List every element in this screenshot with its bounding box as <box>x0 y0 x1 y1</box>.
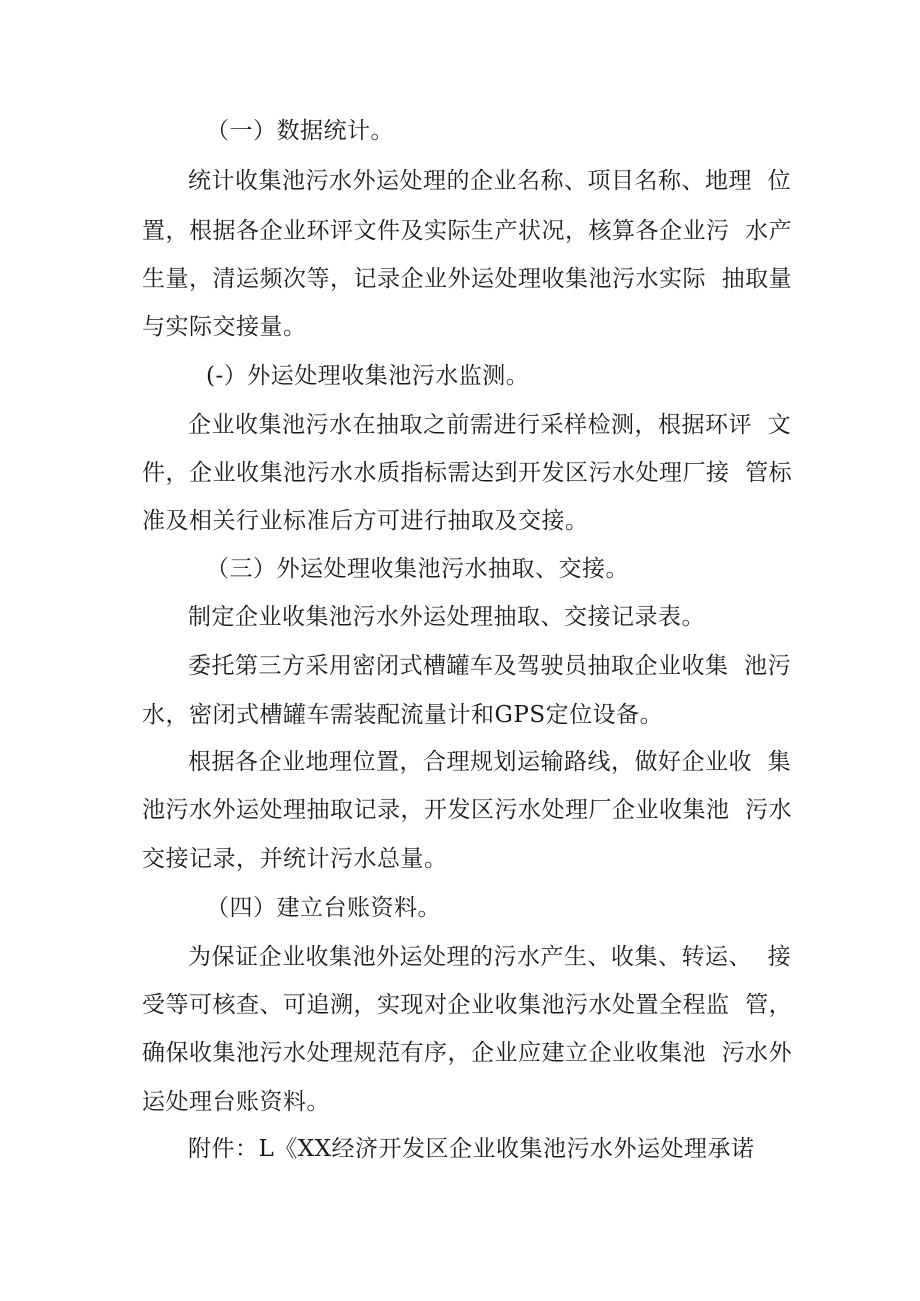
paragraph-line: 置，根据各企业环评文件及实际生产状况，核算各企业污 水产 <box>142 218 793 244</box>
paragraph-line: 运处理台账资料。 <box>142 1089 330 1115</box>
paragraph-line: 交接记录，并统计污水总量。 <box>142 846 448 872</box>
section-heading-1: （一）数据统计。 <box>206 118 394 144</box>
paragraph-line: 与实际交接量。 <box>142 314 307 340</box>
paragraph-line: 受等可核查、可追溯，实现对企业收集池污水处置全程监 管， <box>142 992 793 1018</box>
paragraph-line: 池污水外运处理抽取记录，开发区污水处理厂企业收集池 污水 <box>142 797 793 823</box>
paragraph-line: 生量，清运频次等，记录企业外运处理收集池污水实际 抽取量 <box>142 266 793 292</box>
section-heading-3: （三）外运处理收集池污水抽取、交接。 <box>206 556 629 582</box>
paragraph-line: 制定企业收集池污水外运处理抽取、交接记录表。 <box>188 604 705 630</box>
paragraph-line: 确保收集池污水处理规范有序，企业应建立企业收集池 污水外 <box>142 1040 793 1066</box>
paragraph-line: 根据各企业地理位置，合理规划运输路线，做好企业收 集 <box>188 749 792 775</box>
paragraph-line: 统计收集池污水外运处理的企业名称、项目名称、地理 位 <box>188 168 792 194</box>
paragraph-line: 准及相关行业标准后方可进行抽取及交接。 <box>142 508 589 534</box>
paragraph-line: 为保证企业收集池外运处理的污水产生、收集、转运、 接 <box>188 944 792 970</box>
paragraph-line: 委托第三方采用密闭式槽罐车及驾驶员抽取企业收集 池污 <box>188 653 792 679</box>
paragraph-line: 水，密闭式槽罐车需装配流量计和GPS定位设备。 <box>142 702 664 728</box>
section-heading-4: （四）建立台账资料。 <box>206 895 441 921</box>
paragraph-line: 件，企业收集池污水水质指标需达到开发区污水处理厂接 管标 <box>142 460 793 486</box>
section-heading-2: (-）外运处理收集池污水监测。 <box>206 363 530 389</box>
paragraph-line: 企业收集池污水在抽取之前需进行采样检测，根据环评 文 <box>188 412 792 438</box>
attachment-line: 附件：L《XX经济开发区企业收集池污水外运处理承诺 <box>188 1136 755 1162</box>
